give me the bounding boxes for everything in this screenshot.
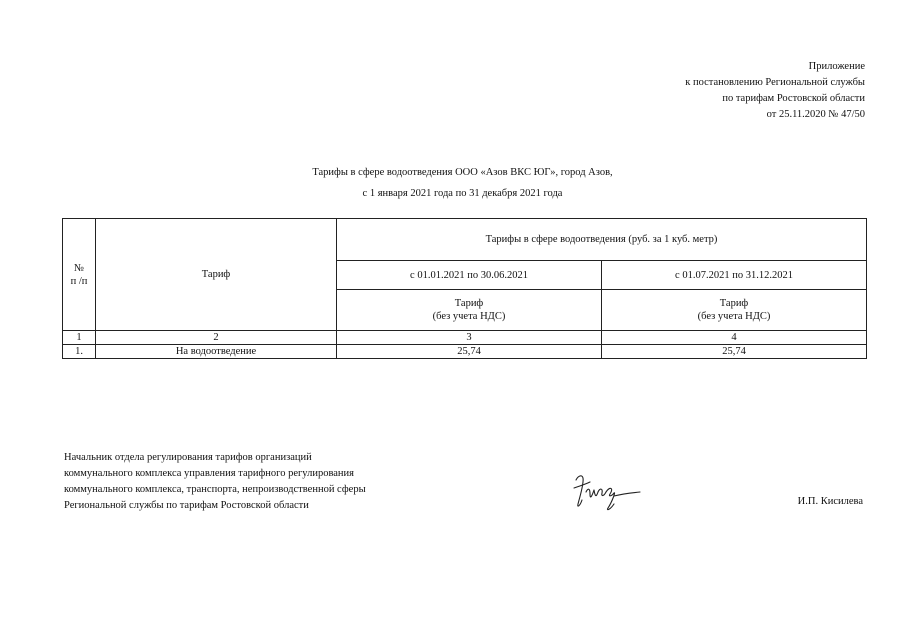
signer-name: И.П. Кисилева bbox=[797, 496, 863, 507]
row-name: На водоотведение bbox=[96, 345, 337, 359]
col-tariff-header: Тариф bbox=[96, 219, 337, 331]
column-number: 4 bbox=[602, 331, 867, 345]
position-line: коммунального комплекса, транспорта, непроизводственной сферы bbox=[64, 484, 366, 495]
appendix-line: от 25.11.2020 № 47/50 bbox=[766, 109, 865, 120]
document-subtitle: с 1 января 2021 года по 31 декабря 2021 года bbox=[362, 188, 563, 199]
column-number: 3 bbox=[337, 331, 602, 345]
subheader-2: Тариф (без учета НДС) bbox=[602, 290, 867, 331]
tariff-table bbox=[62, 218, 867, 359]
period-header-1: с 01.01.2021 по 30.06.2021 bbox=[337, 261, 602, 290]
column-number-row bbox=[63, 331, 867, 345]
position-line: Начальник отдела регулирования тарифов организаций bbox=[64, 452, 312, 463]
appendix-line: по тарифам Ростовской области bbox=[722, 93, 865, 104]
appendix-line: Приложение bbox=[808, 61, 865, 72]
period-header-2: с 01.07.2021 по 31.12.2021 bbox=[602, 261, 867, 290]
col-no-header: № п /п bbox=[63, 219, 96, 331]
appendix-line: к постановлению Региональной службы bbox=[685, 77, 865, 88]
group-header: Тарифы в сфере водоотведения (руб. за 1 куб. метр) bbox=[337, 219, 867, 261]
row-value-1: 25,74 bbox=[337, 345, 602, 359]
handwritten-signature bbox=[568, 466, 648, 516]
row-number: 1. bbox=[63, 345, 96, 359]
column-number: 1 bbox=[63, 331, 96, 345]
signatory-position bbox=[64, 450, 366, 514]
row-value-2: 25,74 bbox=[602, 345, 867, 359]
column-number: 2 bbox=[96, 331, 337, 345]
position-line: коммунального комплекса управления тарифного регулирования bbox=[64, 468, 354, 479]
subheader-1: Тариф (без учета НДС) bbox=[337, 290, 602, 331]
table-row bbox=[63, 345, 867, 359]
document-title: Тарифы в сфере водоотведения ООО «Азов ВКС ЮГ», город Азов, bbox=[312, 167, 613, 178]
position-line: Региональной службы по тарифам Ростовской области bbox=[64, 500, 309, 511]
appendix-header bbox=[685, 59, 865, 123]
